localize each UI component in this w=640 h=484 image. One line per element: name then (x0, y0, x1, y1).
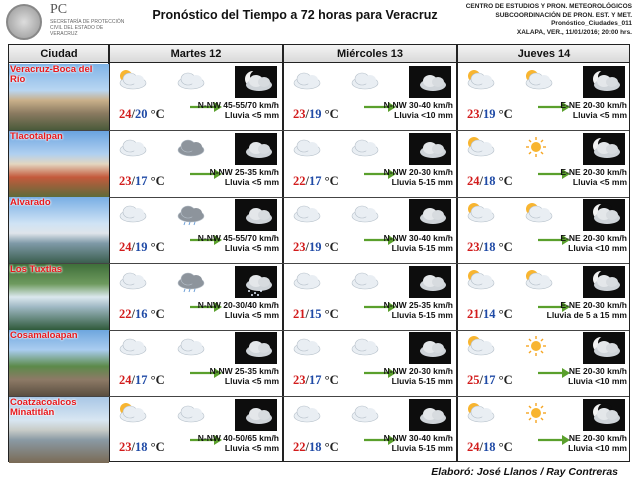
cloud-icon (289, 68, 323, 92)
sun-icon (521, 401, 555, 425)
rain-amount: Lluvia <10 mm (568, 243, 627, 253)
temp-max: 23 (119, 439, 132, 454)
cloud-icon (347, 268, 381, 292)
sun-cloud-icon (115, 401, 149, 425)
cloud-icon (173, 401, 207, 425)
night-moon-cloud-icon (583, 199, 625, 231)
wind-rain (198, 100, 279, 120)
cloud-icon (289, 268, 323, 292)
forecast-cell (109, 64, 283, 130)
temp-unit: °C (498, 306, 513, 321)
city-cell (9, 397, 109, 463)
temp-min: 19 (482, 107, 496, 121)
forecast-cell (109, 264, 283, 330)
rain-amount: Lluvia 5-15 mm (391, 176, 453, 187)
header-city: Ciudad (40, 48, 78, 60)
city-cell (9, 197, 109, 263)
night-cloud-icon (409, 66, 451, 98)
rain-amount: Lluvia <5 mm (224, 110, 279, 120)
forecast-cell (283, 197, 457, 263)
rain-amount: Lluvia <10 mm (394, 110, 453, 120)
temp-min: 18 (482, 240, 496, 254)
forecast-cell (283, 330, 457, 396)
temp-unit: °C (150, 306, 165, 321)
wind-speed: E-NE 20-30 km/h (560, 299, 627, 310)
rain-cloud-icon (173, 201, 207, 225)
cloud-icon (289, 401, 323, 425)
page-title: Pronóstico del Tiempo a 72 horas para Veracruz (152, 8, 438, 22)
forecast-cell (457, 197, 631, 263)
wind-speed: NE 20-30 km/h (568, 366, 627, 376)
cloud-icon (115, 201, 149, 225)
logo-text: PC (50, 2, 68, 17)
temperature: 23/19 °C (293, 240, 339, 254)
author-credit: Elaboró: José Llanos / Ray Contreras (431, 466, 618, 478)
wind-rain (384, 233, 453, 253)
temp-min: 17 (134, 373, 148, 387)
sun-icon (521, 334, 555, 358)
pc-logo (4, 2, 144, 42)
wind-speed: N-NW 20-30 km/h (383, 366, 453, 376)
wind-rain (198, 300, 279, 320)
temp-max: 23 (293, 107, 306, 121)
temperature: 22/17 °C (293, 173, 339, 188)
temp-min: 15 (308, 306, 322, 321)
temp-min: 17 (308, 373, 322, 387)
rain-amount: Lluvia <5 mm (224, 442, 279, 453)
rain-amount: Lluvia de 5 a 15 mm (546, 309, 627, 320)
temperature: 22/16 °C (119, 306, 165, 321)
rain-cloud-icon (173, 268, 207, 292)
wind-rain (384, 433, 453, 453)
cloud-icon (347, 201, 381, 225)
temp-max: 24 (119, 107, 132, 121)
wind-rain (210, 167, 279, 187)
wind-rain (384, 300, 453, 320)
wind-speed: N-NW 30-40 km/h (383, 100, 453, 110)
temp-unit: °C (150, 173, 165, 188)
forecast-table (8, 44, 630, 462)
forecast-cell (457, 330, 631, 396)
header-day-3: Jueves 14 (517, 48, 571, 60)
wind-speed: N-NW 25-35 km/h (209, 366, 279, 376)
wind-rain (198, 433, 279, 453)
forecast-cell (283, 64, 457, 130)
city-name: Alvarado (10, 197, 51, 208)
temp-unit: °C (324, 373, 339, 387)
sun-cloud-icon (521, 268, 555, 292)
rain-amount: Lluvia <5 mm (224, 176, 279, 187)
temp-min: 17 (482, 373, 496, 387)
cloud-icon (115, 268, 149, 292)
rain-amount: Lluvia <5 mm (572, 176, 627, 187)
cloud-icon (289, 334, 323, 358)
temp-min: 18 (482, 439, 496, 454)
temp-unit: °C (150, 373, 165, 387)
temperature: 23/17 °C (119, 173, 165, 188)
wind-rain (560, 167, 627, 187)
city-cell (9, 330, 109, 396)
temp-unit: °C (324, 107, 339, 121)
temperature: 24/19 °C (119, 240, 165, 254)
temp-unit: °C (150, 240, 165, 254)
temperature: 23/17 °C (293, 373, 339, 387)
temp-max: 21 (293, 306, 306, 321)
issuer-info (432, 3, 632, 37)
city-cell (9, 264, 109, 330)
rain-amount: Lluvia <5 mm (224, 243, 279, 253)
product-id: Pronóstico_Ciudades_011 (551, 20, 632, 27)
temp-unit: °C (324, 173, 339, 188)
temperature: 21/14 °C (467, 306, 513, 321)
temp-unit: °C (324, 439, 339, 454)
temp-min: 14 (482, 306, 496, 321)
temp-unit: °C (150, 439, 165, 454)
temp-max: 23 (293, 240, 306, 254)
temp-max: 23 (467, 240, 480, 254)
temp-unit: °C (498, 173, 513, 188)
temp-max: 22 (293, 439, 306, 454)
city-cell (9, 131, 109, 197)
wind-speed: N-NW 20-30 km/h (383, 166, 453, 177)
temp-unit: °C (498, 240, 513, 254)
forecast-cell (457, 64, 631, 130)
wind-rain (547, 300, 627, 320)
temp-min: 18 (308, 439, 322, 454)
cloud-icon (347, 334, 381, 358)
temp-unit: °C (498, 373, 513, 387)
night-moon-cloud-icon (583, 133, 625, 165)
temp-unit: °C (498, 439, 513, 454)
cloud-icon (173, 68, 207, 92)
temperature: 23/19 °C (293, 107, 339, 121)
sun-cloud-icon (463, 68, 497, 92)
wind-rain (384, 366, 453, 386)
night-moon-cloud-icon (583, 66, 625, 98)
wind-rain (568, 366, 627, 386)
temperature: 21/15 °C (293, 306, 339, 321)
temp-max: 24 (119, 373, 132, 387)
wind-speed: N-NW 25-35 km/h (209, 166, 279, 177)
cloud-icon (115, 334, 149, 358)
cloud-icon (289, 201, 323, 225)
temperature: 23/19 °C (467, 107, 513, 121)
issue-date: XALAPA, VER., 11/01/2016; 20:00 hrs. (516, 28, 632, 36)
wind-speed: N-NW 30-40 km/h (383, 233, 453, 243)
night-cloud-icon (235, 133, 277, 165)
wind-speed: E-NE 20-30 km/h (560, 166, 627, 177)
night-cloud-icon (235, 399, 277, 431)
header-day-2: Miércoles 13 (336, 48, 404, 60)
wind-speed: NE 20-30 km/h (568, 432, 627, 443)
wind-speed: N-NW 45-55/70 km/h (197, 100, 279, 110)
state-seal-icon (6, 4, 42, 40)
header-day-1: Martes 12 (170, 48, 222, 60)
temp-min: 18 (134, 439, 148, 454)
temp-min: 20 (134, 107, 148, 121)
cloud-icon (347, 401, 381, 425)
temp-max: 23 (293, 373, 306, 387)
sun-icon (521, 135, 555, 159)
night-moon-cloud-icon (235, 66, 277, 98)
wind-rain (198, 233, 279, 253)
temperature: 24/20 °C (119, 107, 165, 121)
city-name: Coatzacoalcos Minatitlán (10, 396, 77, 418)
rain-amount: Lluvia <5 mm (224, 309, 279, 320)
issuer-line: CENTRO DE ESTUDIOS Y PRON. METEOROLÓGICOS (465, 3, 632, 10)
rain-amount: Lluvia 5-15 mm (391, 376, 453, 386)
temp-unit: °C (324, 240, 339, 254)
temp-min: 16 (134, 306, 148, 321)
forecast-cell (109, 197, 283, 263)
temperature: 22/18 °C (293, 439, 339, 454)
temp-min: 19 (134, 240, 148, 254)
wind-speed: N-NW 25-35 km/h (383, 299, 453, 310)
sun-cloud-icon (463, 268, 497, 292)
night-cloud-icon (409, 133, 451, 165)
night-cloud-icon (409, 399, 451, 431)
cloud-icon (347, 135, 381, 159)
sun-cloud-icon (463, 135, 497, 159)
cloud-icon (289, 135, 323, 159)
temp-min: 19 (308, 240, 322, 254)
header (0, 0, 640, 44)
temp-max: 22 (119, 306, 132, 321)
logo-subtitle: SECRETARÍA DE PROTECCIÓN CIVIL DEL ESTADO DE VERACRUZ (50, 19, 125, 37)
temp-max: 25 (467, 373, 480, 387)
forecast-cell (283, 131, 457, 197)
temperature: 24/18 °C (467, 173, 513, 188)
wind-speed: E-NE 20-30 km/h (560, 100, 627, 110)
rain-amount: Lluvia <5 mm (224, 376, 279, 386)
wind-speed: E-NE 20-30 km/h (560, 233, 627, 243)
sun-cloud-icon (115, 68, 149, 92)
wind-speed: N-NW 20-30/40 km/h (197, 299, 279, 310)
night-moon-cloud-icon (583, 332, 625, 364)
night-rain-icon (235, 266, 277, 298)
wind-arrow-icon (537, 433, 571, 445)
wind-rain (384, 100, 453, 120)
night-cloud-icon (409, 332, 451, 364)
temp-min: 19 (308, 107, 322, 121)
rain-amount: Lluvia 5-15 mm (391, 442, 453, 453)
cloud-icon (173, 334, 207, 358)
night-cloud-icon (235, 332, 277, 364)
sun-cloud-icon (463, 334, 497, 358)
night-moon-cloud-icon (583, 399, 625, 431)
sun-cloud-icon (463, 201, 497, 225)
cloud-icon (347, 68, 381, 92)
temp-unit: °C (324, 306, 339, 321)
forecast-cell (457, 131, 631, 197)
temp-min: 18 (482, 173, 496, 188)
wind-rain (560, 100, 627, 120)
city-name: Cosamaloapan (10, 330, 78, 341)
wind-arrow-icon (537, 366, 571, 378)
temperature: 25/17 °C (467, 373, 513, 387)
night-cloud-icon (235, 199, 277, 231)
city-name: Veracruz-Boca del Río (10, 64, 93, 85)
sun-cloud-icon (463, 401, 497, 425)
city-name: Los Tuxtlas (10, 263, 63, 275)
wind-rain (384, 167, 453, 187)
temp-max: 22 (293, 173, 306, 188)
temp-max: 23 (467, 107, 480, 121)
rain-amount: Lluvia <10 mm (568, 376, 627, 386)
forecast-cell (283, 264, 457, 330)
wind-speed: N-NW 40-50/65 km/h (197, 432, 279, 443)
temp-unit: °C (150, 107, 165, 121)
forecast-cell (109, 131, 283, 197)
temp-max: 24 (467, 173, 480, 188)
wind-rain (560, 233, 627, 253)
dark-cloud-icon (173, 135, 207, 159)
forecast-cell (109, 330, 283, 396)
forecast-cell (457, 397, 631, 463)
night-cloud-icon (409, 266, 451, 298)
rain-amount: Lluvia 5-15 mm (391, 309, 453, 320)
wind-speed: N-NW 45-55/70 km/h (197, 233, 279, 243)
forecast-cell (283, 397, 457, 463)
rain-amount: Lluvia <10 mm (568, 442, 627, 453)
temp-max: 21 (467, 306, 480, 321)
table-header (9, 45, 629, 63)
night-cloud-icon (409, 199, 451, 231)
sun-cloud-icon (521, 68, 555, 92)
city-name: Tlacotalpan (10, 130, 63, 142)
temp-min: 17 (134, 173, 148, 188)
cloud-icon (115, 135, 149, 159)
city-cell (9, 64, 109, 130)
rain-amount: Lluvia 5-15 mm (391, 243, 453, 253)
temp-max: 24 (467, 439, 480, 454)
temperature: 23/18 °C (467, 240, 513, 254)
temp-min: 17 (308, 173, 322, 188)
sun-cloud-icon (521, 201, 555, 225)
wind-rain (568, 433, 627, 453)
forecast-cell (457, 264, 631, 330)
temperature: 24/17 °C (119, 373, 165, 387)
rain-amount: Lluvia <5 mm (572, 110, 627, 120)
temperature: 23/18 °C (119, 439, 165, 454)
temp-max: 23 (119, 173, 132, 188)
wind-speed: N-NW 30-40 km/h (383, 432, 453, 443)
forecast-cell (109, 397, 283, 463)
wind-rain (210, 366, 279, 386)
temp-max: 24 (119, 240, 132, 254)
issuer-line: SUBCOORDINACIÓN DE PRON. EST. Y MET. (495, 11, 632, 19)
temp-unit: °C (498, 107, 513, 121)
temperature: 24/18 °C (467, 439, 513, 454)
night-moon-cloud-icon (583, 266, 625, 298)
